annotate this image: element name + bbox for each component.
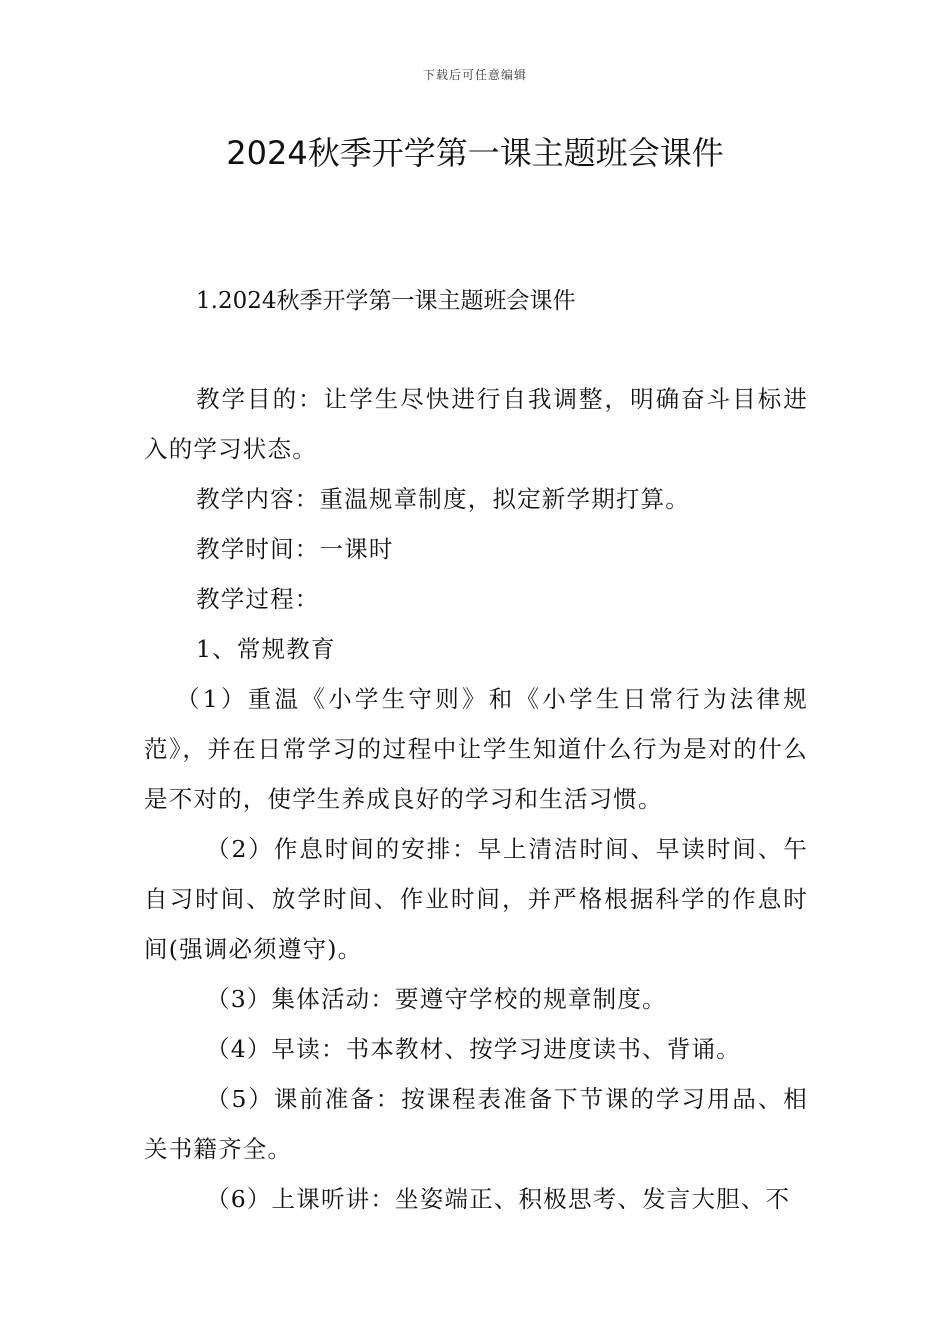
- header-note: 下载后可任意编辑: [422, 68, 527, 82]
- paragraph-item-1: （1）重温《小学生守则》和《小学生日常行为法律规范》，并在日常学习的过程中让学生知道什么行为是对的什么是不对的，使学生养成良好的学习和生活习惯。: [144, 685, 808, 813]
- paragraph-item-5: （5）课前准备：按课程表准备下节课的学习用品、相关书籍齐全。: [144, 1085, 808, 1163]
- section-heading: 1.2024秋季开学第一课主题班会课件: [196, 288, 576, 314]
- paragraph-item-2: （2）作息时间的安排：早上清洁时间、早读时间、午自习时间、放学时间、作业时间，并严格根据科学的作息时间(强调必须遵守)。: [144, 835, 808, 963]
- paragraph-teaching-time: 教学时间：一课时: [196, 535, 394, 563]
- paragraph-teaching-process: 教学过程：: [196, 585, 320, 613]
- document-title: 2024秋季开学第一课主题班会课件: [226, 134, 724, 172]
- paragraph-item-4: （4）早读：书本教材、按学习进度读书、背诵。: [206, 1035, 741, 1063]
- paragraph-item-6: （6）上课听讲：坐姿端正、积极思考、发言大胆、不: [206, 1185, 791, 1213]
- document-body: [144, 374, 808, 1224]
- paragraph-item-3: （3）集体活动：要遵守学校的规章制度。: [206, 985, 667, 1013]
- paragraph-teaching-goal: 教学目的：让学生尽快进行自我调整，明确奋斗目标进入的学习状态。: [144, 385, 808, 463]
- paragraph-routine-education: 1、常规教育: [196, 635, 336, 663]
- paragraph-teaching-content: 教学内容：重温规章制度，拟定新学期打算。: [196, 485, 690, 513]
